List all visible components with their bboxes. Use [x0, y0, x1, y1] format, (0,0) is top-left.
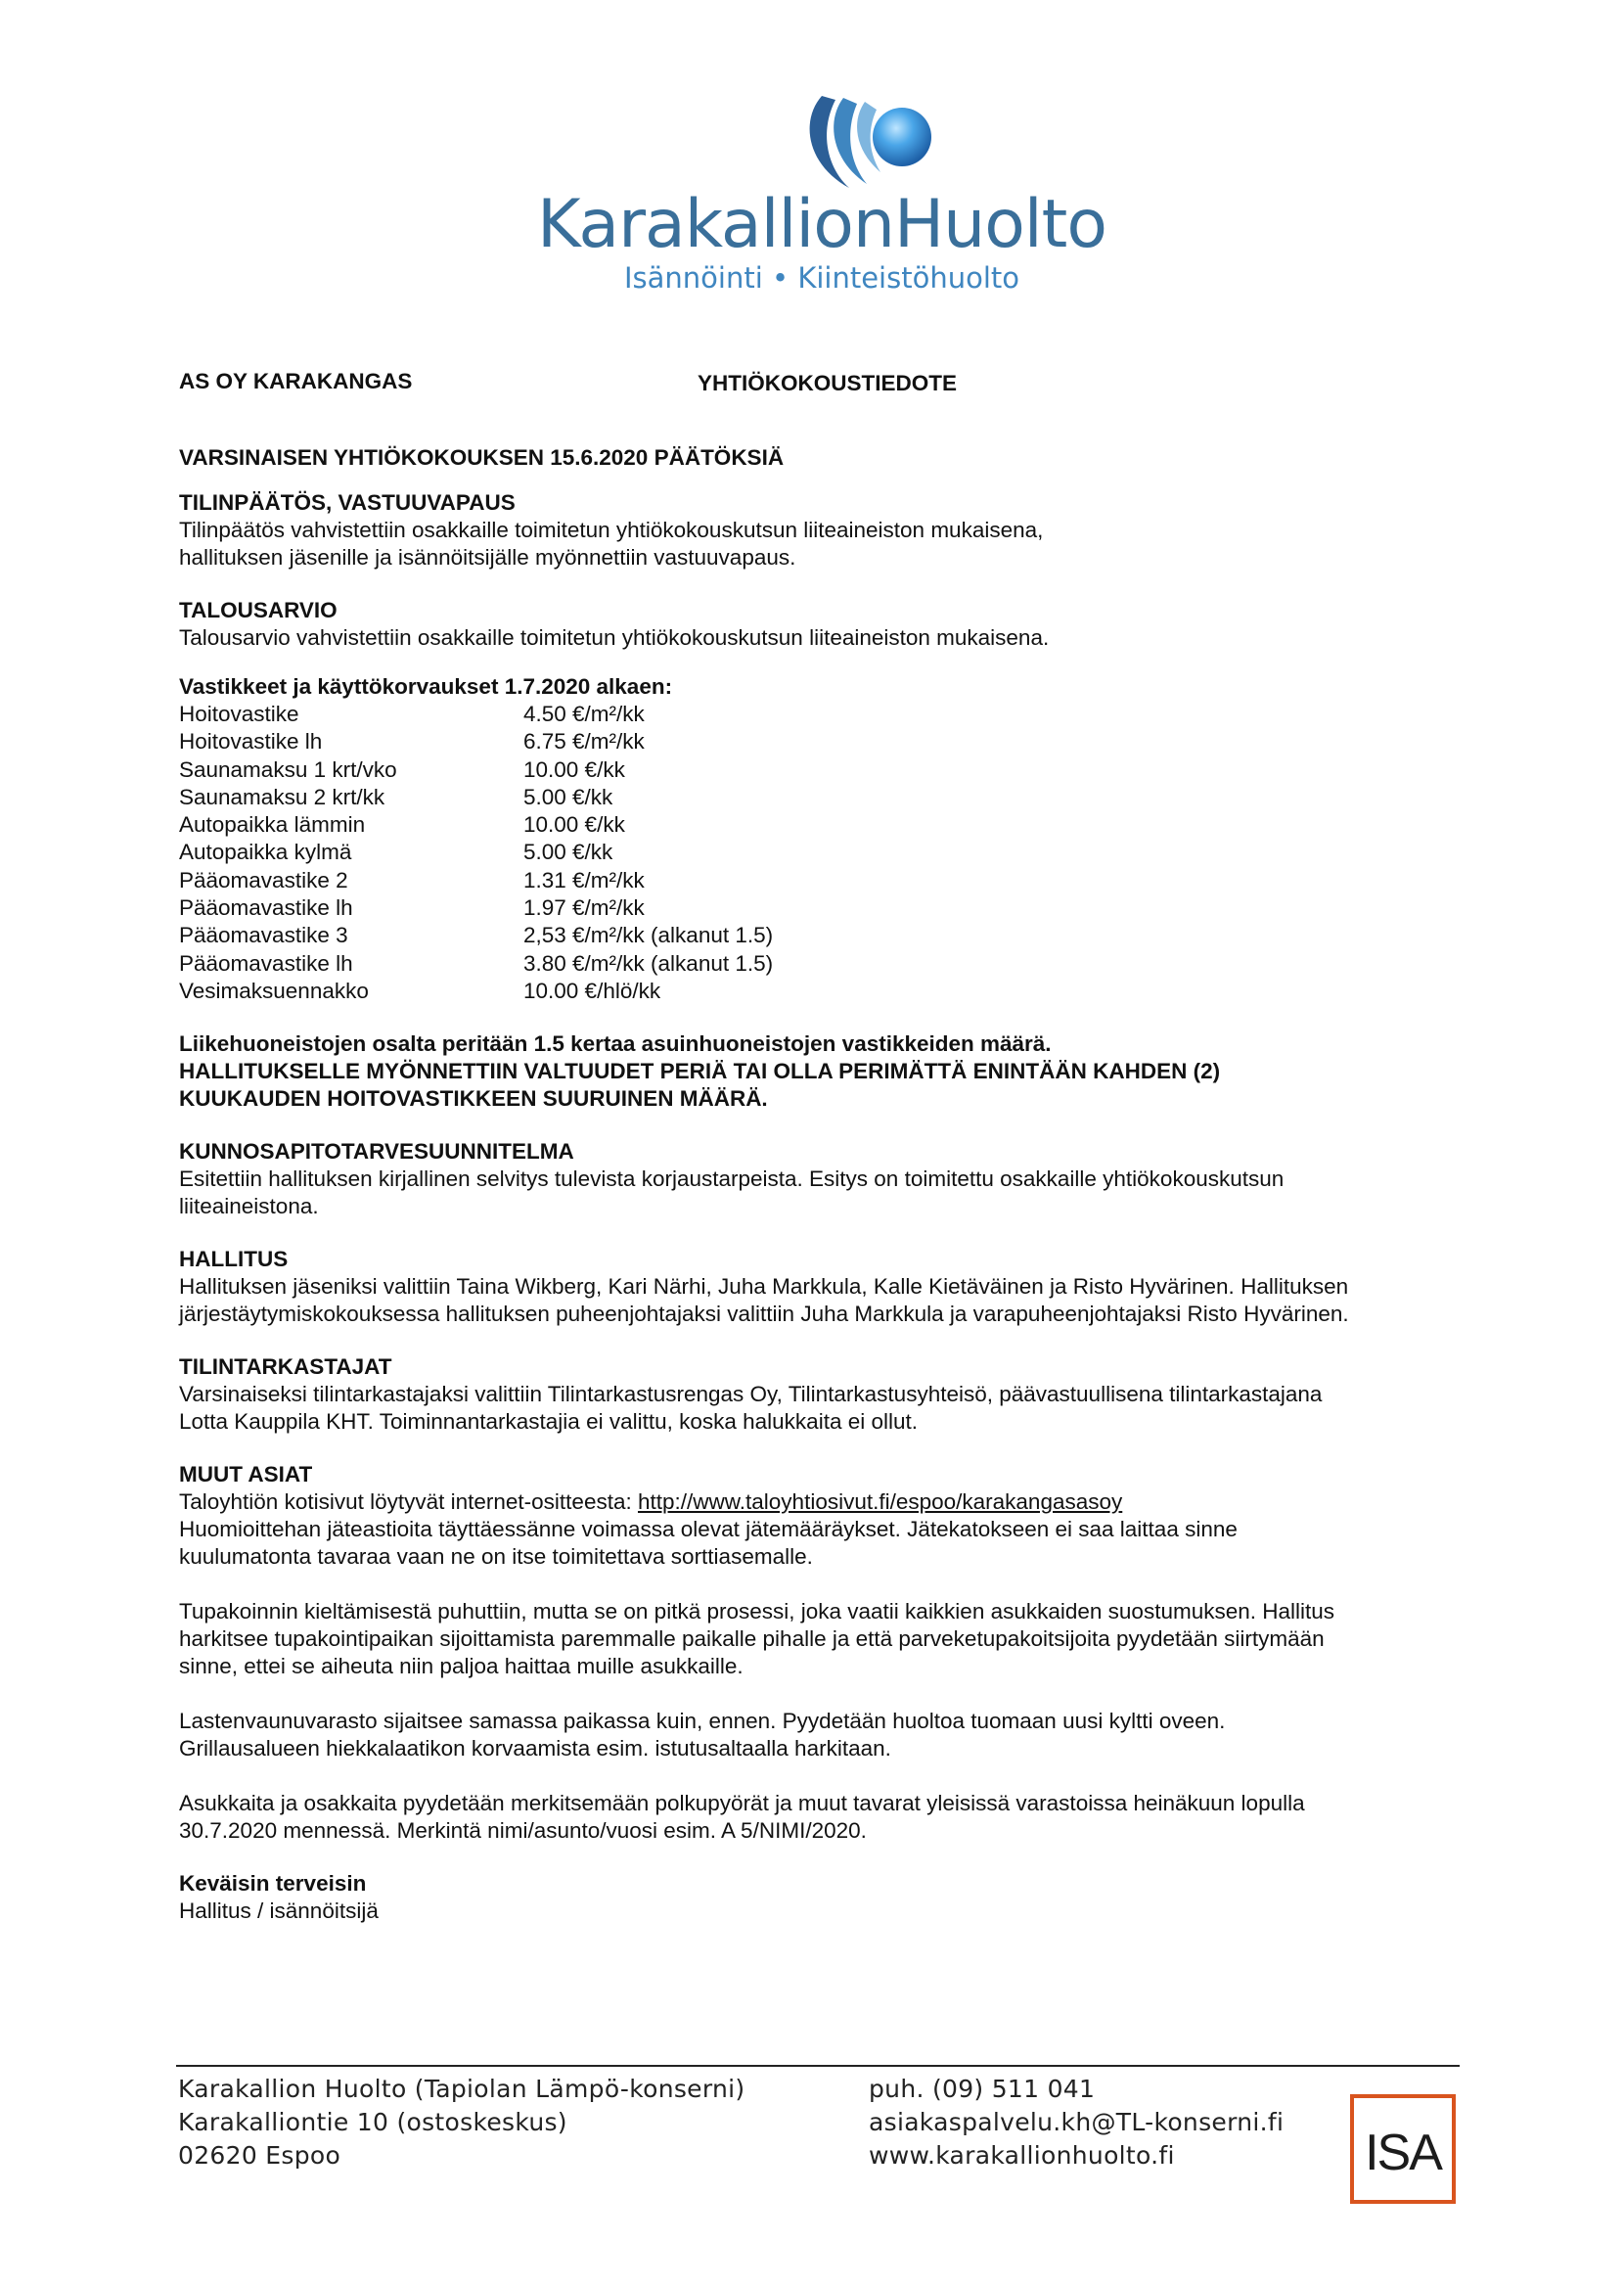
closing-signature: Hallitus / isännöitsijä	[179, 1898, 379, 1924]
footer-city: 02620 Espoo	[178, 2141, 341, 2170]
fee-value: 5.00 €/kk	[523, 784, 613, 809]
fee-value: 1.31 €/m²/kk	[523, 867, 645, 892]
section-muut-asiat	[179, 1461, 1480, 1845]
fee-value: 1.97 €/m²/kk	[523, 895, 645, 921]
footer-street: Karakalliontie 10 (ostoskeskus)	[178, 2108, 567, 2136]
company-name: AS OY KARAKANGAS	[179, 369, 413, 393]
notice-line: Liikehuoneistojen osalta peritään 1.5 kertaa asuinhuoneistojen vastikkeiden määrä.	[179, 1031, 1052, 1057]
fee-row	[179, 701, 1480, 728]
fee-value: 3.80 €/m²/kk (alkanut 1.5)	[523, 950, 774, 976]
fee-row	[179, 894, 1480, 922]
fee-label: Hoitovastike lh	[179, 729, 323, 755]
company-logo	[528, 86, 1115, 311]
fee-row	[179, 922, 1480, 949]
fee-row	[179, 756, 1480, 784]
page-title: VARSINAISEN YHTIÖKOKOUKSEN 15.6.2020 PÄÄTÖKSIÄ	[179, 445, 785, 470]
website-line	[179, 1488, 1480, 1516]
document-type: YHTIÖKOKOUSTIEDOTE	[698, 371, 958, 395]
footer-contact	[869, 2073, 1284, 2173]
section-text-line: Talousarvio vahvistettiin osakkaille toimitetun yhtiökokouskutsun liiteaineiston mukaisena.	[179, 625, 1050, 650]
section-text-line: Lastenvaunuvarasto sijaitsee samassa paikassa kuin, ennen. Pyydetään huoltoa tuomaan uusi kyltti oveen.	[179, 1709, 1226, 1734]
footer-website[interactable]: www.karakallionhuolto.fi	[869, 2141, 1175, 2170]
section-text-line: Varsinaiseksi tilintarkastajaksi valittiin Tilintarkastusrengas Oy, Tilintarkastusyhteisö, päävastuullisena tilintarkastajana	[179, 1382, 1323, 1407]
section-text-line: Tupakoinnin kieltämisestä puhuttiin, mutta se on pitkä prosessi, joka vaatii kaikkien asukkaiden suostumuksen. Hallitus	[179, 1599, 1335, 1624]
logo-name: KarakallionHuolto	[537, 186, 1106, 263]
fee-row	[179, 950, 1480, 978]
fee-row	[179, 839, 1480, 866]
section-text-line: liiteaineistona.	[179, 1194, 319, 1219]
closing	[179, 1870, 1480, 1925]
document-body	[179, 364, 1480, 1925]
footer-company: Karakallion Huolto (Tapiolan Lämpö-konserni)	[178, 2075, 745, 2103]
section-text-line: Huomioittehan jäteastioita täyttäessänne voimassa olevat jätemääräykset. Jätekatokseen ei saa laittaa sinne	[179, 1517, 1238, 1542]
fee-value: 5.00 €/kk	[523, 840, 613, 865]
section-text-line: kuulumatonta tavaraa vaan ne on itse toimitettava sorttiasemalle.	[179, 1544, 813, 1570]
fee-row	[179, 811, 1480, 839]
footer-address	[178, 2073, 744, 2173]
fee-value: 10.00 €/kk	[523, 756, 625, 782]
fee-row	[179, 867, 1480, 894]
footer-email[interactable]: asiakaspalvelu.kh@TL-konserni.fi	[869, 2108, 1285, 2136]
section-title: TILINPÄÄTÖS, VASTUUVAPAUS	[179, 490, 516, 515]
fee-value: 10.00 €/hlö/kk	[523, 978, 661, 1003]
section-tilinpaatos	[179, 489, 1480, 572]
fee-label: Pääomavastike lh	[179, 895, 353, 921]
fee-value: 4.50 €/m²/kk	[523, 702, 645, 726]
footer-phone: puh. (09) 511 041	[869, 2075, 1096, 2103]
section-title: TILINTARKASTAJAT	[179, 1354, 392, 1380]
fee-value: 6.75 €/m²/kk	[523, 729, 645, 755]
section-text-line: 30.7.2020 mennessä. Merkintä nimi/asunto/vuosi esim. A 5/NIMI/2020.	[179, 1818, 867, 1844]
website-link[interactable]: http://www.taloyhtiosivut.fi/espoo/karakangasasoy	[637, 1489, 1123, 1515]
fee-label: Pääomavastike 2	[179, 867, 348, 892]
fees-title: Vastikkeet ja käyttökorvaukset 1.7.2020 alkaen:	[179, 674, 673, 699]
paragraph-gap	[179, 1762, 1480, 1790]
website-label: Taloyhtiön kotisivut löytyvät internet-ositteesta:	[179, 1489, 638, 1515]
paragraph-gap	[179, 1680, 1480, 1708]
section-kunnossapito	[179, 1138, 1480, 1220]
section-title: MUUT ASIAT	[179, 1462, 313, 1487]
section-text-line: Lotta Kauppila KHT. Toiminnantarkastajia ei valittu, koska halukkaita ei ollut.	[179, 1409, 919, 1435]
fee-label: Autopaikka kylmä	[179, 840, 352, 865]
fee-label: Saunamaksu 1 krt/vko	[179, 756, 397, 782]
isa-badge-text: ISA	[1365, 2125, 1441, 2181]
footer-divider	[176, 2065, 1460, 2067]
section-hallitus	[179, 1246, 1480, 1328]
notice-line: HALLITUKSELLE MYÖNNETTIIN VALTUUDET PERIÄ TAI OLLA PERIMÄTTÄ ENINTÄÄN KAHDEN (2)	[179, 1059, 1221, 1084]
section-text-line: sinne, ettei se aiheuta niin paljoa haittaa muille asukkaille.	[179, 1654, 744, 1679]
logo-waves-icon	[792, 86, 949, 194]
fee-label: Autopaikka lämmin	[179, 812, 366, 838]
fee-value: 2,53 €/m²/kk (alkanut 1.5)	[523, 923, 774, 948]
document-header	[179, 364, 1480, 399]
isa-badge	[1350, 2094, 1456, 2204]
section-text-line: Tilinpäätös vahvistettiin osakkaille toimitetun yhtiökokouskutsun liiteaineiston mukaisena,	[179, 518, 1044, 542]
section-text-line: harkitsee tupakointipaikan sijoittamista paremmalle paikalle pihalle ja että parveketupakoitsijoita pyydetään siirtymään	[179, 1626, 1325, 1652]
section-text-line: järjestäytymiskokouksessa hallituksen puheenjohtajaksi valittiin Juha Markkula ja varapuheenjohtajaksi Risto Hyvärinen.	[179, 1302, 1349, 1327]
fee-row	[179, 784, 1480, 811]
fee-label: Hoitovastike	[179, 702, 299, 726]
fee-label: Pääomavastike lh	[179, 950, 353, 976]
section-text-line: hallituksen jäsenille ja isännöitsijälle myönnettiin vastuuvapaus.	[179, 545, 796, 570]
fees-table	[179, 673, 1480, 1005]
fee-label: Saunamaksu 2 krt/kk	[179, 784, 385, 809]
section-title: KUNNOSAPITOTARVESUUNNITELMA	[179, 1139, 574, 1165]
closing-greeting: Keväisin terveisin	[179, 1871, 367, 1897]
section-title: TALOUSARVIO	[179, 598, 338, 622]
fee-row	[179, 978, 1480, 1005]
paragraph-gap	[179, 1571, 1480, 1598]
logo-tagline: Isännöinti • Kiinteistöhuolto	[623, 261, 1020, 295]
section-text-line: Grillausalueen hiekkalaatikon korvaamista esim. istutusaltaalla harkitaan.	[179, 1736, 891, 1761]
fee-row	[179, 728, 1480, 755]
section-notice	[179, 1030, 1480, 1113]
fee-value: 10.00 €/kk	[523, 812, 625, 838]
section-text-line: Asukkaita ja osakkaita pyydetään merkitsemään polkupyörät ja muut tavarat yleisissä varastoissa heinäkuun lopulla	[179, 1791, 1305, 1816]
section-text-line: Esitettiin hallituksen kirjallinen selvitys tulevista korjaustarpeista. Esitys on toimitettu osakkaille yhtiökokouskutsun	[179, 1166, 1285, 1192]
section-text-line: Hallituksen jäseniksi valittiin Taina Wikberg, Kari Närhi, Juha Markkula, Kalle Kietäväinen ja Risto Hyvärinen. Hallituksen	[179, 1274, 1349, 1300]
section-tilintarkastajat	[179, 1353, 1480, 1436]
section-talousarvio	[179, 597, 1480, 652]
section-title: HALLITUS	[179, 1247, 289, 1272]
fee-label: Pääomavastike 3	[179, 923, 348, 948]
notice-line: KUUKAUDEN HOITOVASTIKKEEN SUURUINEN MÄÄRÄ.	[179, 1086, 768, 1112]
fee-label: Vesimaksuennakko	[179, 978, 369, 1003]
